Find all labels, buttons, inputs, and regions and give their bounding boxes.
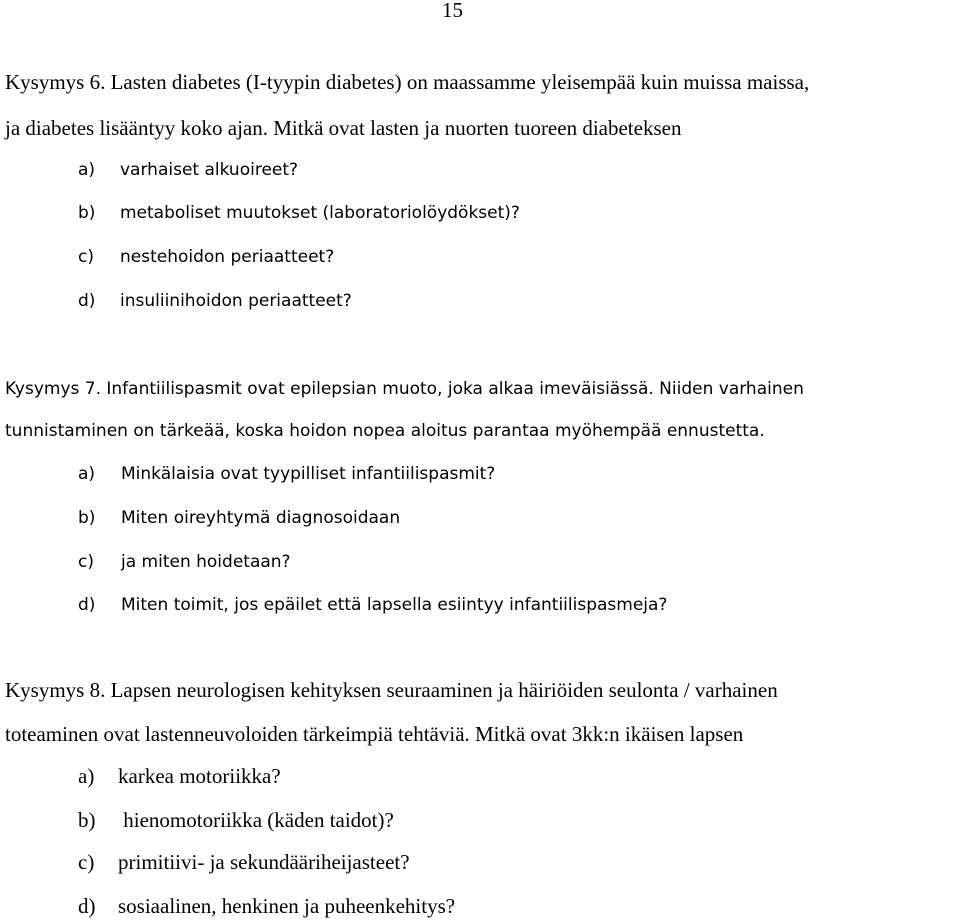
item-text: varhaiset alkuoireet? <box>120 160 299 180</box>
item-text: sosiaalinen, henkinen ja puheenkehitys? <box>118 894 456 918</box>
question-7-line-2: tunnistaminen on tärkeää, koska hoidon nopea aloitus parantaa myöhempää ennustetta. <box>5 421 765 441</box>
question-6-item-a <box>78 158 298 182</box>
item-text: primitiivi- ja sekundääriheijasteet? <box>118 850 410 874</box>
item-text: metaboliset muutokset (laboratoriolöydökset)? <box>120 203 520 223</box>
item-label: a) <box>78 464 96 484</box>
question-8-line-1: Kysymys 8. Lapsen neurologisen kehityksen seuraaminen ja häiriöiden seulonta / varhainen <box>5 678 778 702</box>
question-6-item-c <box>78 245 334 269</box>
question-6-line-1: Kysymys 6. Lasten diabetes (I-tyypin diabetes) on maassamme yleisempää kuin muissa maissa, <box>5 70 810 94</box>
item-text: nestehoidon periaatteet? <box>120 247 335 267</box>
question-8-line-2: toteaminen ovat lastenneuvoloiden tärkeimpiä tehtäviä. Mitkä ovat 3kk:n ikäisen lapsen <box>5 722 744 746</box>
question-7-item-a <box>78 462 495 486</box>
item-text: Minkälaisia ovat tyypilliset infantiilispasmit? <box>121 464 496 484</box>
question-7-line-1: Kysymys 7. Infantiilispasmit ovat epilepsian muoto, joka alkaa imeväisiässä. Niiden varhainen <box>5 379 804 399</box>
question-7-item-b <box>78 506 400 530</box>
question-6-item-b <box>78 201 520 225</box>
item-text: hienomotoriikka (käden taidot)? <box>118 808 394 832</box>
item-label: b) <box>78 508 96 528</box>
item-label: c) <box>78 850 95 874</box>
item-text: Miten toimit, jos epäilet että lapsella esiintyy infantiilispasmeja? <box>121 595 668 615</box>
item-label: d) <box>78 894 96 918</box>
item-label: a) <box>78 764 95 788</box>
item-label: b) <box>78 203 96 223</box>
question-7-item-c <box>78 550 291 574</box>
question-6-item-d <box>78 289 352 313</box>
question-6-line-2: ja diabetes lisääntyy koko ajan. Mitkä ovat lasten ja nuorten tuoreen diabeteksen <box>5 116 682 140</box>
question-7-item-d <box>78 593 667 617</box>
question-8-item-c <box>78 850 410 874</box>
item-label: b) <box>78 808 96 832</box>
item-label: d) <box>78 291 96 311</box>
question-8-item-d <box>78 894 455 918</box>
question-8-item-a <box>78 764 281 788</box>
item-label: c) <box>78 247 94 267</box>
item-label: c) <box>78 552 94 572</box>
item-label: d) <box>78 595 96 615</box>
question-8-item-b <box>78 808 394 832</box>
page-number: 15 <box>442 0 463 22</box>
item-text: insuliinihoidon periaatteet? <box>120 291 352 311</box>
item-text: Miten oireyhtymä diagnosoidaan <box>121 508 401 528</box>
item-text: ja miten hoidetaan? <box>121 552 291 572</box>
item-text: karkea motoriikka? <box>118 764 281 788</box>
item-label: a) <box>78 160 96 180</box>
